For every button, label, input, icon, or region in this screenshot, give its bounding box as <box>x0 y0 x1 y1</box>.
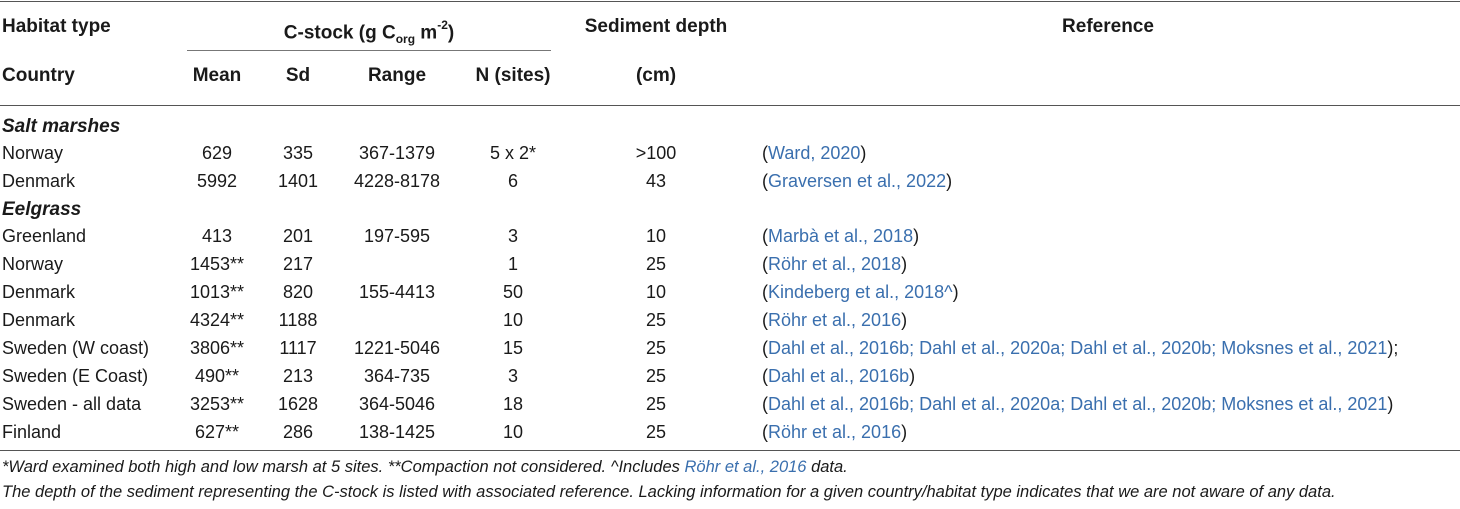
reference-link[interactable]: Kindeberg et al., 2018^ <box>768 282 953 302</box>
cell-depth: 43 <box>645 171 667 191</box>
cell-mean: 1453** <box>189 254 245 274</box>
cell-reference: (Röhr et al., 2016) <box>762 422 908 442</box>
cell-reference: (Marbà et al., 2018) <box>762 226 920 246</box>
cell-mean: 5992 <box>196 171 238 191</box>
cell-n-sites: 50 <box>502 282 524 302</box>
cell-mean: 3806** <box>189 338 245 358</box>
cell-reference: (Dahl et al., 2016b; Dahl et al., 2020a; Dahl et al., 2020b; Moksnes et al., 2021) <box>762 394 1394 414</box>
cell-n-sites: 18 <box>502 394 524 414</box>
cell-n-sites: 15 <box>502 338 524 358</box>
reference-link[interactable]: Röhr et al., 2016 <box>768 422 902 442</box>
table-row <box>0 363 1460 389</box>
cell-sd: 1401 <box>277 171 319 191</box>
table-row <box>0 391 1460 417</box>
cell-range: 364-5046 <box>358 394 436 414</box>
header-cstock: C-stock (g $C_{org}$ $m^{-2}$) <box>283 18 455 47</box>
cell-mean: 1013** <box>189 282 245 302</box>
cell-sd: 1188 <box>278 310 318 330</box>
cell-range: 367-1379 <box>358 143 436 163</box>
cell-sd: 213 <box>282 366 314 386</box>
cell-country: Sweden (W coast) <box>2 338 150 358</box>
header-habitat-type: Habitat type <box>2 16 111 37</box>
table-row <box>0 168 1460 194</box>
cell-mean: 4324** <box>189 310 245 330</box>
section-title-salt-marshes: Salt marshes <box>2 116 121 137</box>
table-row <box>0 251 1460 277</box>
cell-reference: (Graversen et al., 2022) <box>762 171 953 191</box>
cell-sd: 201 <box>282 226 314 246</box>
reference-link[interactable]: Röhr et al., 2018 <box>768 254 902 274</box>
cell-n-sites: 3 <box>507 366 519 386</box>
cell-reference: (Dahl et al., 2016b; Dahl et al., 2020a; Dahl et al., 2020b; Moksnes et al., 2021); <box>762 338 1399 358</box>
reference-link[interactable]: Dahl et al., 2016b; Dahl et al., 2020a; Dahl et al., 2020b; Moksnes et al., 2021 <box>768 394 1388 414</box>
cell-reference: (Ward, 2020) <box>762 143 867 163</box>
reference-link[interactable]: Graversen et al., 2022 <box>768 171 947 191</box>
header-n-sites: N (sites) <box>475 65 551 86</box>
cell-range: 364-735 <box>363 366 431 386</box>
cell-country: Norway <box>2 254 64 274</box>
cell-depth: 25 <box>645 338 667 358</box>
cell-depth: >100 <box>635 143 677 163</box>
cell-sd: 335 <box>282 143 314 163</box>
cell-depth: 10 <box>645 282 667 302</box>
cell-country: Denmark <box>2 282 76 302</box>
table-row <box>0 279 1460 305</box>
cell-mean: 629 <box>201 143 233 163</box>
cell-reference: (Kindeberg et al., 2018^) <box>762 282 959 302</box>
cell-mean: 413 <box>201 226 233 246</box>
cell-mean: 490** <box>194 366 240 386</box>
section-title-eelgrass: Eelgrass <box>2 199 82 220</box>
cell-reference: (Röhr et al., 2018) <box>762 254 908 274</box>
cell-n-sites: 6 <box>507 171 519 191</box>
cell-depth: 25 <box>645 422 667 442</box>
footnote-reference-link[interactable]: Röhr et al., 2016 <box>684 458 807 476</box>
cell-n-sites: 5 x 2* <box>489 143 537 163</box>
cell-country: Finland <box>2 422 62 442</box>
cell-reference: (Röhr et al., 2016) <box>762 310 908 330</box>
cell-n-sites: 10 <box>502 422 524 442</box>
cell-country: Denmark <box>2 171 76 191</box>
table-row <box>0 419 1460 445</box>
reference-link[interactable]: Ward, 2020 <box>768 143 861 163</box>
cell-mean: 627** <box>194 422 240 442</box>
cell-mean: 3253** <box>189 394 245 414</box>
reference-link[interactable]: Marbà et al., 2018 <box>768 226 914 246</box>
cell-depth: 25 <box>645 394 667 414</box>
cell-n-sites: 1 <box>507 254 519 274</box>
table-row <box>0 335 1460 361</box>
bottom-rule <box>0 450 1460 451</box>
cell-depth: 25 <box>645 254 667 274</box>
cell-depth: 10 <box>645 226 667 246</box>
cell-sd: 1117 <box>279 338 317 358</box>
table-row <box>0 140 1460 166</box>
cell-sd: 1628 <box>277 394 319 414</box>
cell-reference: (Dahl et al., 2016b) <box>762 366 916 386</box>
cell-country: Denmark <box>2 310 76 330</box>
cell-n-sites: 10 <box>502 310 524 330</box>
cell-range: 1221-5046 <box>353 338 441 358</box>
cstock-subheader-rule <box>187 50 551 51</box>
table-row <box>0 307 1460 333</box>
cell-country: Sweden (E Coast) <box>2 366 149 386</box>
table-row <box>0 223 1460 249</box>
top-rule <box>0 1 1460 2</box>
reference-link[interactable]: Dahl et al., 2016b; Dahl et al., 2020a; Dahl et al., 2020b; Moksnes et al., 2021 <box>768 338 1388 358</box>
header-rule <box>0 105 1460 106</box>
reference-link[interactable]: Röhr et al., 2016 <box>768 310 902 330</box>
cell-depth: 25 <box>645 366 667 386</box>
header-range: Range <box>367 65 427 86</box>
reference-link[interactable]: Dahl et al., 2016b <box>768 366 910 386</box>
cell-range: 138-1425 <box>358 422 436 442</box>
header-mean: Mean <box>192 65 242 86</box>
cell-range: 155-4413 <box>358 282 436 302</box>
cell-sd: 820 <box>282 282 314 302</box>
cell-range: 4228-8178 <box>353 171 441 191</box>
cell-n-sites: 3 <box>507 226 519 246</box>
footnote-1: *Ward examined both high and low marsh at 5 sites. **Compaction not considered. ^Includes Röhr et al., 2016 data. <box>2 458 848 476</box>
footnote-2: The depth of the sediment representing the C-stock is listed with associated reference. Lacking information for a given country/habitat type indicates that we are not aware of any data. <box>2 483 1336 501</box>
cell-sd: 286 <box>282 422 314 442</box>
cell-range: 197-595 <box>363 226 431 246</box>
cell-country: Norway <box>2 143 64 163</box>
cell-country: Greenland <box>2 226 87 246</box>
cell-country: Sweden - all data <box>2 394 142 414</box>
cell-depth: 25 <box>645 310 667 330</box>
header-sediment-depth: Sediment depth <box>584 16 728 37</box>
cell-sd: 217 <box>282 254 314 274</box>
header-sd: Sd <box>285 65 311 86</box>
header-depth-unit: (cm) <box>635 65 677 86</box>
header-reference: Reference <box>1062 16 1154 37</box>
header-country: Country <box>2 65 75 86</box>
